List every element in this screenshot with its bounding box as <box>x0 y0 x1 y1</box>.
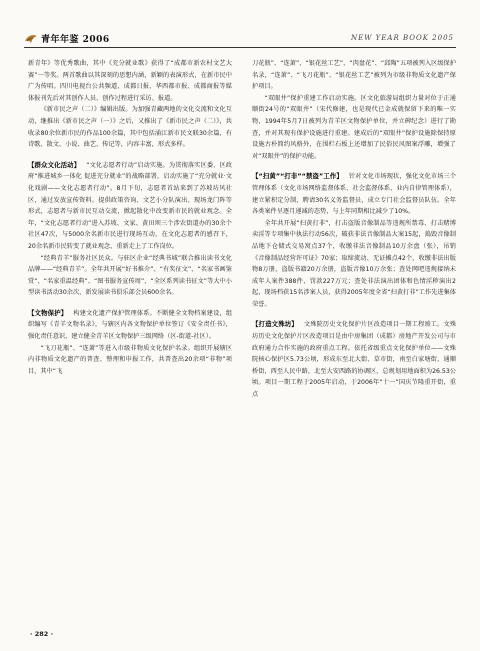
wenshufang-text-1: 文殊院历史文化保护片区改造项目一期工程竣工。文殊坊历史文化保护片区改造项目是由中房集团（成都）房地产开发公司与市政府通力合作实施的政府重点工程。依托省级重点文化保护单位——文殊院核心保护区5.73公顷，形成东至北大街、草市街，南至白家塘街、通顺桥街，西至人民中路，北至大安西路的协调区，总规划用地面积为26.53公顷。项目一期工程于2005年启动，于2006年“十一”国庆节隆重开街，重点 <box>252 321 457 399</box>
section-title-mass-culture: 【群众文化活动】 <box>28 160 81 169</box>
section-title-wenshufang: 【打造文殊坊】 <box>252 320 298 329</box>
mass-culture-paragraph-2: “经典青羊”服务社区民众。与驻区企业“经典书城”联合推出读书文化品牌——“经典青羊”。全年共开展“好书推介”、“有奖征文”、“名家书画鉴赏”、“名家重温经典”、“图书服务宣传周”、“全区系列读书征文”等大中小型读书活动30余次，新发展读书俱乐部会员600余名。 <box>28 254 232 297</box>
left-intro-paragraph-2: 《新市民之声（二）》编辑出版。为加强青藏两地的文化交流和文化互动，继推出《新市民之声（一）》之后，又推出了《新市民之声（二）》，共收录80余位新市民的作品100余篇，其中包括涌江新市民文联30余篇，有诗歌、散文、小说、曲艺、传记等，内容丰富，形式多样。 <box>28 106 232 149</box>
relics-paragraph-2: “飞刀花瓶”、“连萧”等进入市级非物质文化保护名录。组织开展辖区内非物质文化遗产的普查、整理和申报工作，共普查出20余项“非物”项目，其中“飞 <box>28 344 232 375</box>
anti-piracy-paragraph-2: 全年共开展“扫黄打非”，打击盗版音像制品等违规所禁毒、打击赌博卖淫等专项集中执法行动56次，破获非法音像制品大案15起，捣毁音像制品地下仓储式交易窝点37个，收缴非法音像制品10万余盘（张），吊销《音像制品经营许可证》70家；取缔流动、无证摊点42个，收缴非法出版物8万册，盗版书籍20万余册，盗版音像10万余张；查处网吧违规接纳未成年人案件388件，罚款227万元；查处非法演出团体和色情淫秽演出2起，现场档获15名涉案人员，获得2005年度全省“扫黄打非”工作先进集体荣誉。 <box>252 219 456 308</box>
section-anti-piracy <box>252 171 456 310</box>
relics-paragraph-1 <box>28 308 232 343</box>
section-title-anti-piracy: 【“扫黄”“打非”“禁盗”工作】 <box>252 172 343 181</box>
yearbook-logo <box>24 32 110 45</box>
header-logo-text: 青年年鉴 2006 <box>41 35 110 45</box>
wenshufang-paragraph-1 <box>252 319 456 400</box>
right-column <box>252 58 456 401</box>
page-number: · 282 · <box>30 630 54 638</box>
bird-logo-icon <box>24 33 38 45</box>
right-intro-paragraph-2: “双眼井”保护重建工作启动实施。区文化旅游局组织力量对位于正通顺街24号的“双眼井”（宋代修建，也是现代已金成就保留下来的唯一实物，1994年5月7日被列为青羊区文物保护单位，并立碑纪念）进行了勘查，并对其现有保护设施进行重建。建成后的“双眼井”保护设施除保持原设施古朴简约风格外，在围栏石板上还增加了民俗民风图案浮雕，增强了对“双眼井”的保护功能。 <box>252 94 456 160</box>
section-wenshufang <box>252 319 456 400</box>
right-intro-paragraph-1: 刀花瓶”、“连萧”、“银花丝工艺”、“肉盘花”、“邱陶”五项被列入区级保护名录，“连萧”、“飞刀花瓶”、“银花丝工艺”被列为市级非物质文化遗产保护项目。 <box>252 60 456 91</box>
anti-piracy-paragraph-1 <box>252 171 456 217</box>
page-header <box>0 0 480 52</box>
header-english-title: NEW YEAR BOOK 2005 <box>351 34 454 42</box>
section-title-relics: 【文物保护】 <box>28 308 68 317</box>
left-column <box>28 58 232 377</box>
section-mass-culture <box>28 160 232 299</box>
relics-text-1: 构建文化遗产保护管理体系。不断健全文物档案建设，组织编写《青羊文物名录》，与辖区内各文物保护单位签订《安全责任书》，强化责任意识，建立健全青羊区文物保护三级网络（区-街道-社区）。 <box>28 309 233 341</box>
section-relics-protection <box>28 308 232 378</box>
left-intro-paragraph-1: 新青年》等优秀歌曲，其中《充分就业歌》获得了“成都市新农村文艺大赛”一等奖。两首歌曲以其深刻的思想内涵，新颖的表演形式，在新市民中广为传唱。四川电视台公共频道、成都日报、华西都市报、成都商报等媒体报刊先后对其创作人员、创作过程进行采访、报道。 <box>28 60 232 102</box>
mass-culture-paragraph-1 <box>28 160 232 253</box>
mass-culture-text-1: “文化志愿者行动”启动实施。为贯彻落实区委、区政府“推进城乡一体化 促进充分就业”的战略部署，启动实施了“充分就业·文化戏剧——文化志愿者行动”。8月下旬，志愿者首站来到了苏坡坊风社区，通过发放宣传资料、提供政策咨询、文艺小分队演出、现场龙门阵等形式，志愿者与新市民互动交流，掀起散化中改变新市民的就业观念。全年，“文化志愿者行动”进入苏坡、文家、黄田坝三个涉农街道办的30余个社区47次，与5000余名新市民进行现场互动，在文化志愿者的感召下，20余名新市民转变了就业观念，重新走上了工作岗位。 <box>28 161 232 250</box>
header-divider <box>24 47 456 48</box>
anti-piracy-text-1: 针对文化市场现状，强化文化市场三个管理体系（文化市场网络监督体系、社会监督体系、业内自律管理体系），建立紧积定分制，聘请30名义务监督员，成立专门社会监督员队伍。全年各类案件呈逐月递减的态势，与上年同期相比减少了10%。 <box>252 173 457 216</box>
